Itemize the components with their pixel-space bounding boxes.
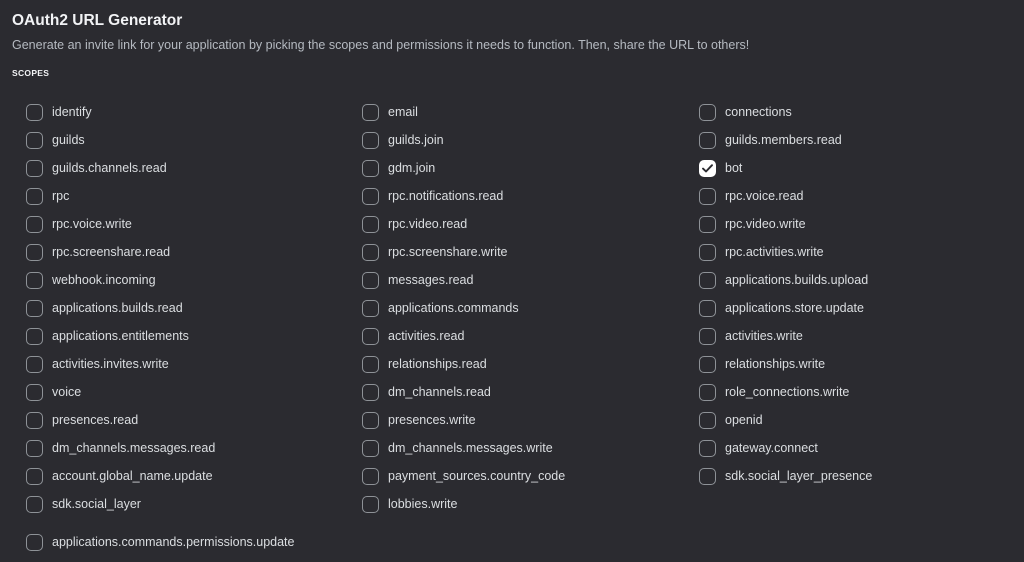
scope-label: connections bbox=[725, 105, 792, 119]
scope-label: applications.commands bbox=[388, 301, 519, 315]
scope-checkbox-voice[interactable] bbox=[26, 378, 362, 406]
checkbox[interactable] bbox=[26, 132, 43, 149]
checkbox[interactable] bbox=[362, 160, 379, 177]
scope-label: dm_channels.messages.read bbox=[52, 441, 216, 455]
checkbox[interactable] bbox=[699, 188, 716, 205]
scope-label: applications.builds.read bbox=[52, 301, 183, 315]
scope-checkbox-role-connections-write[interactable] bbox=[699, 378, 999, 406]
checkbox[interactable] bbox=[26, 216, 43, 233]
scope-label: gdm.join bbox=[388, 161, 436, 175]
checkbox[interactable] bbox=[26, 328, 43, 345]
scope-label: identify bbox=[52, 105, 92, 119]
scope-label: rpc.notifications.read bbox=[388, 189, 504, 203]
checkbox[interactable] bbox=[362, 244, 379, 261]
scope-checkbox-activities-read[interactable] bbox=[362, 322, 699, 350]
checkbox[interactable] bbox=[26, 104, 43, 121]
scope-label: openid bbox=[725, 413, 763, 427]
scope-label: sdk.social_layer bbox=[52, 497, 141, 511]
scope-checkbox-dm-channels-messages-write[interactable] bbox=[362, 434, 699, 462]
checkbox[interactable] bbox=[699, 384, 716, 401]
scope-checkbox-messages-read[interactable] bbox=[362, 266, 699, 294]
checkbox[interactable] bbox=[26, 300, 43, 317]
checkbox[interactable] bbox=[699, 328, 716, 345]
scope-label: presences.write bbox=[388, 413, 476, 427]
scope-checkbox-presences-read[interactable] bbox=[26, 406, 362, 434]
checkbox[interactable] bbox=[26, 534, 43, 551]
scope-label: applications.builds.upload bbox=[725, 273, 869, 287]
page-title: OAuth2 URL Generator bbox=[12, 12, 183, 29]
scope-checkbox-guilds-join[interactable] bbox=[362, 126, 699, 154]
checkbox[interactable] bbox=[26, 160, 43, 177]
checkbox[interactable] bbox=[362, 356, 379, 373]
scope-checkbox-guilds-members-read[interactable] bbox=[699, 126, 999, 154]
checkbox[interactable] bbox=[699, 356, 716, 373]
scope-checkbox-rpc[interactable] bbox=[26, 182, 362, 210]
scope-label: dm_channels.read bbox=[388, 385, 491, 399]
checkbox[interactable] bbox=[26, 384, 43, 401]
scope-label: guilds bbox=[52, 133, 85, 147]
scopes-extra-row bbox=[26, 528, 295, 556]
checkbox[interactable] bbox=[699, 160, 716, 177]
scope-checkbox-gdm-join[interactable] bbox=[362, 154, 699, 182]
scopes-section-label: SCOPES bbox=[12, 68, 50, 78]
scope-checkbox-applications-commands[interactable] bbox=[362, 294, 699, 322]
checkbox[interactable] bbox=[699, 300, 716, 317]
scope-label: guilds.members.read bbox=[725, 133, 842, 147]
checkbox[interactable] bbox=[362, 496, 379, 513]
scope-checkbox-openid[interactable] bbox=[699, 406, 999, 434]
scope-label: voice bbox=[52, 385, 82, 399]
scope-label: bot bbox=[725, 161, 743, 175]
scope-label: gateway.connect bbox=[725, 441, 818, 455]
scope-label: account.global_name.update bbox=[52, 469, 213, 483]
scope-checkbox-bot[interactable] bbox=[699, 154, 999, 182]
scope-label: rpc.screenshare.read bbox=[52, 245, 171, 259]
scope-checkbox-applications-store-update[interactable] bbox=[699, 294, 999, 322]
scope-label: activities.write bbox=[725, 329, 803, 343]
scope-label: role_connections.write bbox=[725, 385, 850, 399]
scope-checkbox-dm-channels-messages-read[interactable] bbox=[26, 434, 362, 462]
page-header bbox=[12, 10, 1012, 54]
scope-label: rpc bbox=[52, 189, 70, 203]
scope-label: webhook.incoming bbox=[52, 273, 156, 287]
checkbox[interactable] bbox=[362, 328, 379, 345]
checkbox[interactable] bbox=[362, 300, 379, 317]
checkbox[interactable] bbox=[26, 412, 43, 429]
scope-label: activities.invites.write bbox=[52, 357, 169, 371]
scope-label: dm_channels.messages.write bbox=[388, 441, 553, 455]
checkbox[interactable] bbox=[699, 132, 716, 149]
scope-label: applications.entitlements bbox=[52, 329, 189, 343]
scope-checkbox-relationships-read[interactable] bbox=[362, 350, 699, 378]
scope-checkbox-rpc-voice-write[interactable] bbox=[26, 210, 362, 238]
scope-label: rpc.activities.write bbox=[725, 245, 824, 259]
scope-checkbox-dm-channels-read[interactable] bbox=[362, 378, 699, 406]
checkbox[interactable] bbox=[362, 384, 379, 401]
scope-checkbox-guilds[interactable] bbox=[26, 126, 362, 154]
scope-checkbox-applications-builds-upload[interactable] bbox=[699, 266, 999, 294]
scope-label: rpc.video.read bbox=[388, 217, 468, 231]
scope-checkbox-rpc-video-read[interactable] bbox=[362, 210, 699, 238]
scope-checkbox-email[interactable] bbox=[362, 98, 699, 126]
scope-checkbox-relationships-write[interactable] bbox=[699, 350, 999, 378]
scope-checkbox-rpc-voice-read[interactable] bbox=[699, 182, 999, 210]
checkbox[interactable] bbox=[26, 244, 43, 261]
checkbox[interactable] bbox=[26, 468, 43, 485]
scope-checkbox-identify[interactable] bbox=[26, 98, 362, 126]
scope-checkbox-guilds-channels-read[interactable] bbox=[26, 154, 362, 182]
scope-checkbox-activities-invites-write[interactable] bbox=[26, 350, 362, 378]
checkbox[interactable] bbox=[26, 272, 43, 289]
scope-label: rpc.voice.read bbox=[725, 189, 804, 203]
checkbox[interactable] bbox=[362, 272, 379, 289]
checkmark-icon bbox=[702, 164, 713, 173]
scope-checkbox-rpc-activities-write[interactable] bbox=[699, 238, 999, 266]
checkbox[interactable] bbox=[26, 440, 43, 457]
scope-checkbox-payment-sources-country-code[interactable] bbox=[362, 462, 699, 490]
scope-label: sdk.social_layer_presence bbox=[725, 469, 873, 483]
scope-checkbox-lobbies-write[interactable] bbox=[362, 490, 699, 518]
scope-label: email bbox=[388, 105, 418, 119]
scope-checkbox-rpc-screenshare-read[interactable] bbox=[26, 238, 362, 266]
checkbox[interactable] bbox=[26, 188, 43, 205]
checkbox[interactable] bbox=[699, 216, 716, 233]
scope-label: relationships.write bbox=[725, 357, 826, 371]
scope-label: activities.read bbox=[388, 329, 465, 343]
scope-label: rpc.video.write bbox=[725, 217, 806, 231]
checkbox[interactable] bbox=[699, 412, 716, 429]
checkbox[interactable] bbox=[699, 272, 716, 289]
checkbox[interactable] bbox=[26, 356, 43, 373]
checkbox[interactable] bbox=[699, 468, 716, 485]
scope-checkbox-rpc-screenshare-write[interactable] bbox=[362, 238, 699, 266]
scope-label: presences.read bbox=[52, 413, 139, 427]
scope-checkbox-activities-write[interactable] bbox=[699, 322, 999, 350]
scope-checkbox-webhook-incoming[interactable] bbox=[26, 266, 362, 294]
checkbox[interactable] bbox=[362, 468, 379, 485]
scope-checkbox-applications-entitlements[interactable] bbox=[26, 322, 362, 350]
checkbox[interactable] bbox=[699, 244, 716, 261]
checkbox[interactable] bbox=[362, 412, 379, 429]
scope-checkbox-connections[interactable] bbox=[699, 98, 999, 126]
checkbox[interactable] bbox=[362, 104, 379, 121]
scope-label: guilds.channels.read bbox=[52, 161, 167, 175]
scope-label: payment_sources.country_code bbox=[388, 469, 566, 483]
scope-checkbox-sdk-social-layer[interactable] bbox=[26, 490, 362, 518]
scope-checkbox-rpc-notifications-read[interactable] bbox=[362, 182, 699, 210]
scope-label: messages.read bbox=[388, 273, 474, 287]
scope-checkbox-sdk-social-layer-presence[interactable] bbox=[699, 462, 999, 490]
scope-checkbox-rpc-video-write[interactable] bbox=[699, 210, 999, 238]
scope-label: guilds.join bbox=[388, 133, 444, 147]
scope-label: applications.commands.permissions.update bbox=[52, 535, 295, 549]
checkbox[interactable] bbox=[362, 132, 379, 149]
scope-checkbox-gateway-connect[interactable] bbox=[699, 434, 999, 462]
scopes-grid bbox=[26, 98, 1016, 518]
checkbox[interactable] bbox=[699, 440, 716, 457]
scope-checkbox-presences-write[interactable] bbox=[362, 406, 699, 434]
scope-checkbox-account-global-name-update[interactable] bbox=[26, 462, 362, 490]
scope-label: relationships.read bbox=[388, 357, 487, 371]
scope-checkbox-applications-commands-permissions-update[interactable] bbox=[26, 528, 295, 556]
page-subtitle: Generate an invite link for your application by picking the scopes and permissions it needs to function. Then, share the URL to others! bbox=[12, 38, 750, 52]
scope-label: rpc.screenshare.write bbox=[388, 245, 508, 259]
checkbox[interactable] bbox=[362, 216, 379, 233]
checkbox[interactable] bbox=[362, 440, 379, 457]
scope-label: lobbies.write bbox=[388, 497, 458, 511]
checkbox[interactable] bbox=[362, 188, 379, 205]
scope-label: rpc.voice.write bbox=[52, 217, 132, 231]
scope-label: applications.store.update bbox=[725, 301, 864, 315]
scope-checkbox-applications-builds-read[interactable] bbox=[26, 294, 362, 322]
checkbox[interactable] bbox=[26, 496, 43, 513]
checkbox[interactable] bbox=[699, 104, 716, 121]
